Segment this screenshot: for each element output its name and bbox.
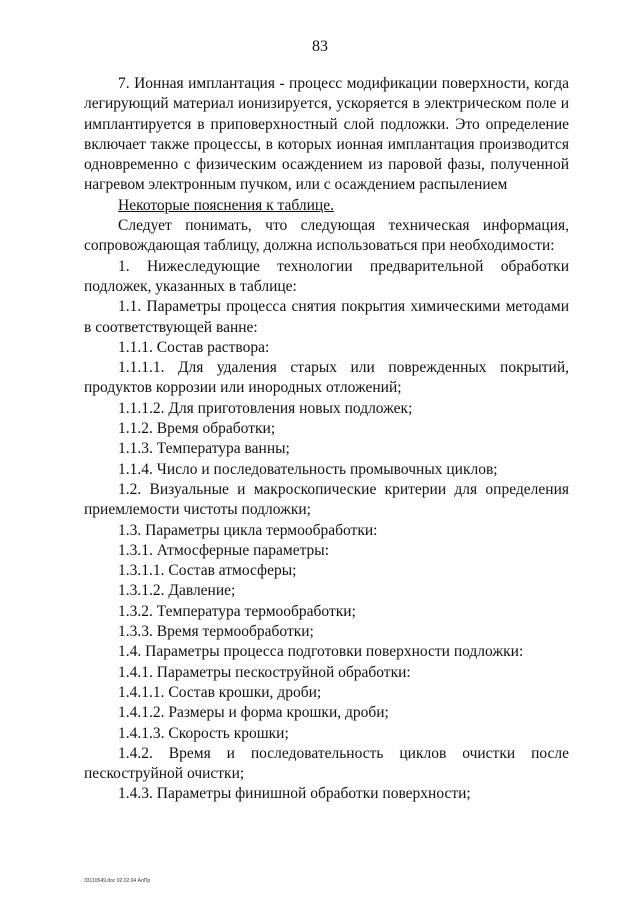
list-item: 1.4.2. Время и последовательность циклов очистки после пескоструйной очистки; xyxy=(84,744,569,783)
list-item: 1.3.1. Атмосферные параметры: xyxy=(118,541,330,559)
list-item: 1.1.1. Состав раствора: xyxy=(118,338,270,356)
list-item: 1.4.1.1. Состав крошки, дроби; xyxy=(118,683,322,701)
paragraph-intro: Следует понимать, что следующая техническая информация, сопровождающая таблицу, должна использоваться при необходимости: xyxy=(84,217,569,255)
page-number: 83 xyxy=(312,38,328,55)
list-item: 1.3.1.1. Состав атмосферы; xyxy=(118,562,297,580)
list-item: 1.3.3. Время термообработки; xyxy=(118,623,314,641)
list-item: 1.3.1.2. Давление; xyxy=(118,582,236,600)
table-notes-heading: Некоторые пояснения к таблице. xyxy=(118,196,334,214)
list-item: 1.1.4. Число и последовательность промывочных циклов; xyxy=(118,460,498,478)
list-item: 1.1.1.2. Для приготовления новых подложек; xyxy=(118,399,413,417)
list-item: 1.4. Параметры процесса подготовки поверхности подложки: xyxy=(118,643,524,661)
list-item: 1.1.2. Время обработки; xyxy=(118,420,276,438)
list-item: 1.4.1.3. Скорость крошки; xyxy=(118,724,289,742)
list-item: 1.1.1.1. Для удаления старых или поврежденных покрытий, продуктов коррозии или инородных отложений; xyxy=(84,359,569,397)
list-item: 1.3.2. Температура термообработки; xyxy=(118,602,356,620)
list-item: 1.2. Визуальные и макроскопические критерии для определения приемлемости чистоты подложки; xyxy=(84,480,569,519)
list-item: 1.1.3. Температура ванны; xyxy=(118,440,290,458)
list-item: 1.3. Параметры цикла термообработки: xyxy=(118,521,378,539)
document-body xyxy=(84,74,569,805)
paragraph-ion-implantation: 7. Ионная имплантация - процесс модификации поверхности, когда легирующий материал ионизируется, ускоряется в электрическом поле и имплантируется в приповерхностный слой подложки. Это определение включает также процессы, в которых ионная имплантация производится одновременно с физическим осаждением из паровой фазы, полученной нагревом электронным пучком, или с осаждением распылением xyxy=(84,75,569,194)
footer-document-code: 33110549.doc 02.02.04 АлПр xyxy=(84,878,151,884)
list-item: 1. Нижеследующие технологии предварительной обработки подложек, указанных в таблице: xyxy=(84,257,569,295)
list-item: 1.4.3. Параметры финишной обработки поверхности; xyxy=(118,785,471,803)
list-item: 1.4.1.2. Размеры и форма крошки, дроби; xyxy=(118,704,389,722)
list-item: 1.4.1. Параметры пескоструйной обработки: xyxy=(118,663,411,681)
list-item: 1.1. Параметры процесса снятия покрытия химическими методами в соответствующей ванне: xyxy=(84,298,569,336)
